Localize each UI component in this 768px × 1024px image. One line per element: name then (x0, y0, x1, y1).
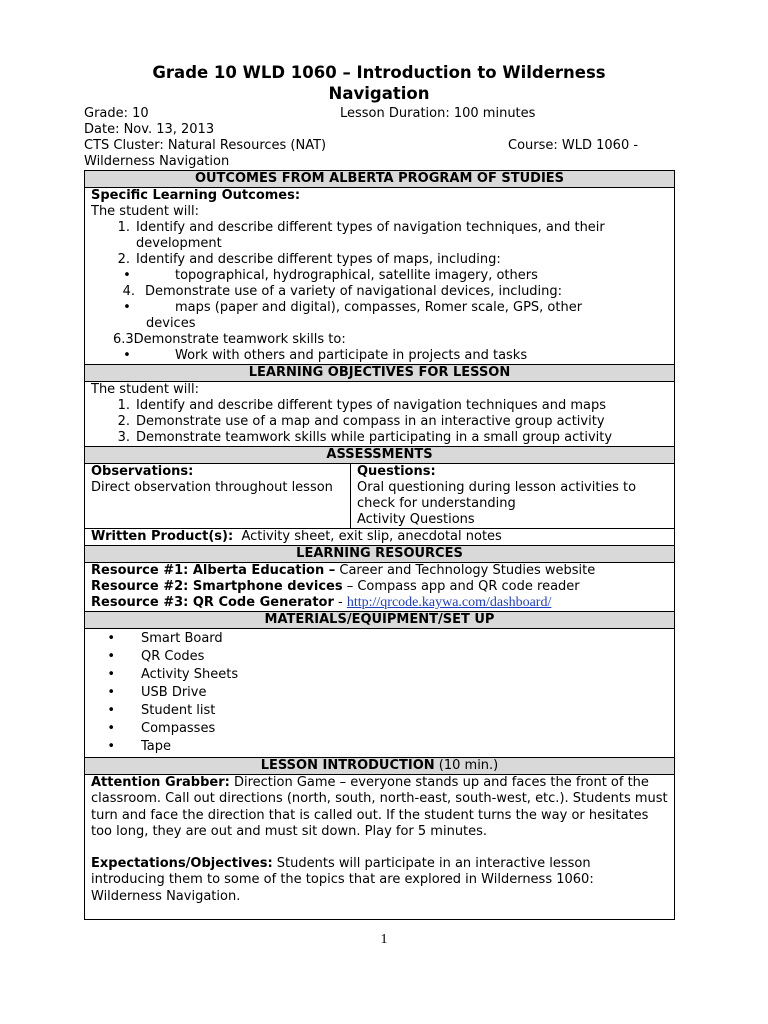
resource-1: Resource #1: Alberta Education – Career and Technology Studies website (91, 563, 596, 578)
materials-header: MATERIALS/EQUIPMENT/SET UP (85, 612, 675, 629)
outcome-item: 2. Identify and describe different types of maps, including: (117, 252, 501, 267)
outcomes-intro: The student will: (91, 204, 199, 219)
assessments-header: ASSESSMENTS (85, 447, 675, 464)
outcome-bullet: • maps (paper and digital), compasses, Romer scale, GPS, other (123, 300, 583, 315)
cluster-field: CTS Cluster: Natural Resources (NAT) (84, 138, 327, 153)
material-item: • Activity Sheets (107, 667, 239, 682)
observations-text: Direct observation throughout lesson (91, 480, 333, 495)
objective-item: 2. Demonstrate use of a map and compass in an interactive group activity (117, 414, 605, 429)
meta-row-course-cont (84, 154, 674, 170)
resources-cell (85, 563, 675, 612)
outcome-item: 4. Demonstrate use of a variety of navigational devices, including: (122, 284, 563, 299)
observations-label: Observations: (91, 464, 194, 479)
objective-item: 1. Identify and describe different types of navigation techniques and maps (117, 398, 606, 413)
material-item: • Tape (107, 739, 172, 754)
date-field: Date: Nov. 13, 2013 (84, 122, 215, 137)
lesson-plan-table (84, 170, 675, 920)
objectives-intro: The student will: (91, 382, 199, 397)
duration-field: Lesson Duration: 100 minutes (340, 106, 536, 121)
material-item: • QR Codes (107, 649, 205, 664)
resource-3: Resource #3: QR Code Generator - http://qrcode.kaywa.com/dashboard/ (91, 595, 552, 610)
material-item: • USB Drive (107, 685, 207, 700)
material-item: • Smart Board (107, 631, 223, 646)
written-label: Written Product(s): (91, 529, 234, 544)
intro-header: LESSON INTRODUCTION (10 min.) (85, 758, 675, 775)
questions-label: Questions: (357, 464, 436, 479)
expectations: Expectations/Objectives: Students will participate in an interactive lesson introducing them to some of the topics that are explored in Wilderness 1060: Wilderness Navigation. (91, 856, 594, 904)
outcomes-header: OUTCOMES FROM ALBERTA PROGRAM OF STUDIES (85, 171, 675, 188)
objectives-header: LEARNING OBJECTIVES FOR LESSON (85, 365, 675, 382)
outcome-item: 6.3Demonstrate teamwork skills to: (113, 332, 346, 347)
questions-cell (351, 464, 675, 529)
document-title: Grade 10 WLD 1060 – Introduction to Wilderness Navigation (152, 63, 606, 103)
written-text: Activity sheet, exit slip, anecdotal notes (241, 529, 502, 544)
qr-generator-link[interactable]: http://qrcode.kaywa.com/dashboard/ (346, 595, 552, 610)
course-field: Course: WLD 1060 - (508, 138, 639, 153)
intro-cell (85, 775, 675, 920)
meta-row-grade (84, 106, 674, 122)
questions-text-2: Activity Questions (357, 512, 475, 527)
material-item: • Student list (107, 703, 216, 718)
course-field-cont: Wilderness Navigation (84, 154, 230, 169)
outcomes-subhead: Specific Learning Outcomes: (91, 188, 301, 203)
outcome-bullet-cont: devices (146, 316, 196, 331)
meta-row-cluster (84, 138, 674, 154)
outcome-bullet: • topographical, hydrographical, satellite imagery, others (123, 268, 538, 283)
observations-cell (85, 464, 351, 529)
outcomes-cell (85, 188, 675, 365)
grade-field: Grade: 10 (84, 106, 149, 121)
meta-row-date (84, 122, 674, 138)
outcome-bullet: • Work with others and participate in projects and tasks (123, 348, 528, 363)
objectives-cell (85, 382, 675, 447)
page-number: 1 (380, 932, 388, 947)
resources-header: LEARNING RESOURCES (85, 546, 675, 563)
written-product-cell (85, 529, 675, 546)
outcome-item: 1. Identify and describe different types of navigation techniques, and their development (117, 220, 605, 251)
objectives-list (91, 398, 668, 446)
material-item: • Compasses (107, 721, 216, 736)
objective-item: 3. Demonstrate teamwork skills while participating in a small group activity (117, 430, 613, 445)
resource-2: Resource #2: Smartphone devices – Compass app and QR code reader (91, 579, 580, 594)
materials-list (91, 630, 668, 756)
materials-cell (85, 629, 675, 758)
attention-grabber: Attention Grabber: Direction Game – everyone stands up and faces the front of the classroom. Call out directions (north, south, north-east, south-west, etc.). Students must turn and face the direction that is called out. If the student turns the way or hesitates too long, they are out and must sit down. Play for 5 minutes. (91, 775, 668, 839)
lesson-plan-page (84, 62, 674, 920)
questions-text: Oral questioning during lesson activities to check for understanding (357, 480, 637, 511)
